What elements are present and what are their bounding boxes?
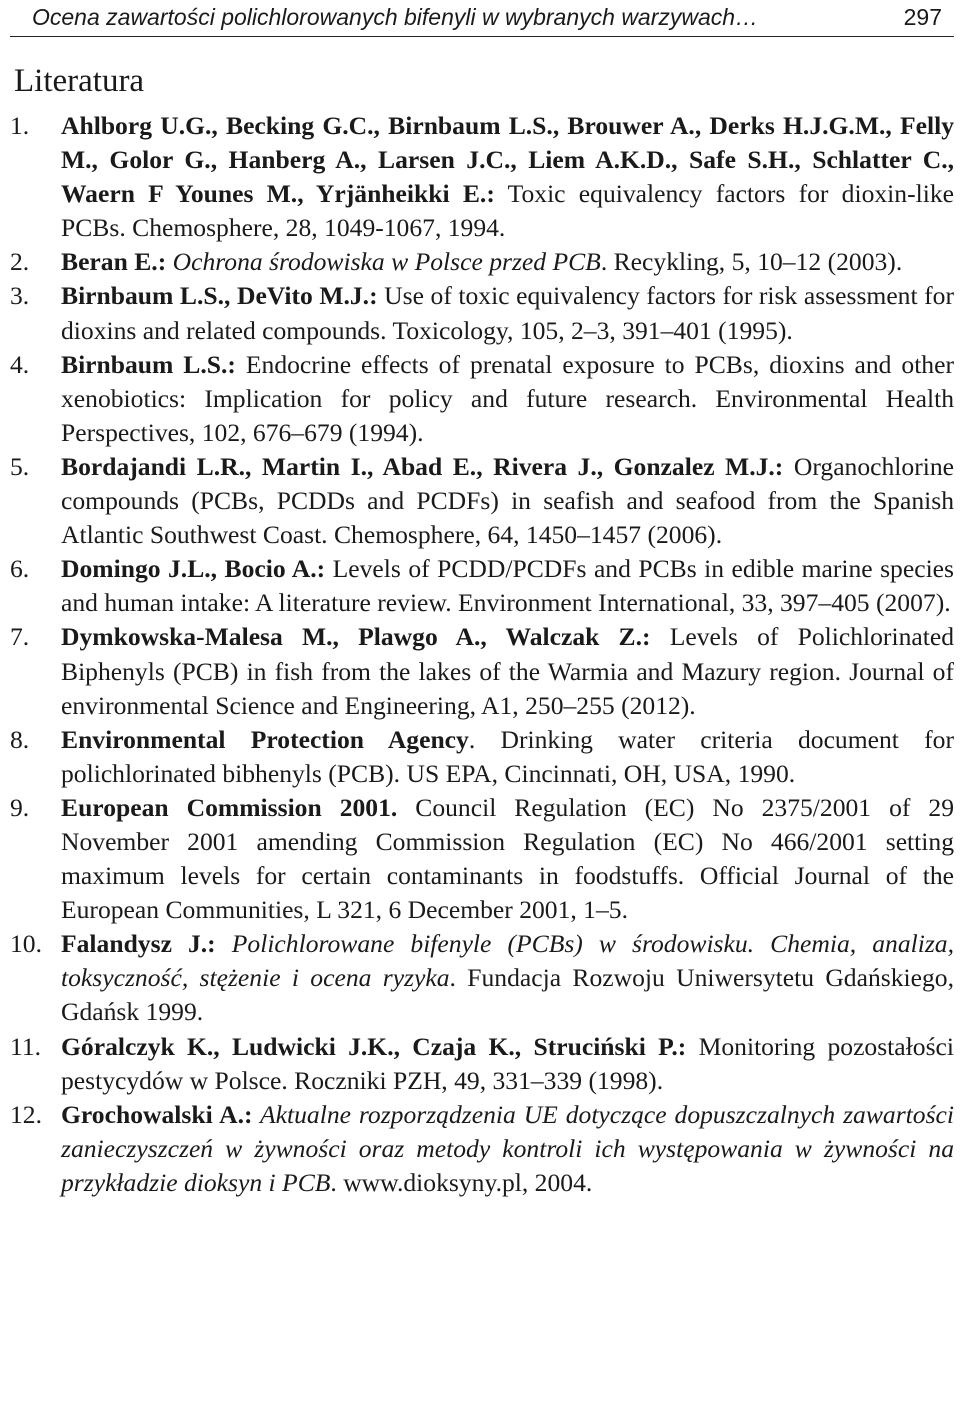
reference-details: Council Regulation (EC) No 2375/2001 of 29 November 2001 amending Commission Regulation (EC) No 466/2001 setting maximum levels for certain contaminants in foodstuffs. Official Journal of the European Communities, L 321, 6 December 2001, 1–5. bbox=[61, 792, 954, 925]
reference-item bbox=[10, 1098, 954, 1200]
reference-title: Aktualne rozporządzenia UE dotyczące dopuszczalnych zawartości zanieczyszczeń w żywności oraz metody kontroli ich występowania w żywności na przykładzie dioksyn i PCB bbox=[61, 1099, 955, 1197]
reference-number: 1. bbox=[10, 111, 30, 140]
reference-number: 11. bbox=[10, 1031, 42, 1061]
reference-item bbox=[10, 723, 954, 791]
reference-authors: Domingo J.L., Bocio A.: bbox=[61, 554, 326, 584]
reference-authors: Góralczyk K., Ludwicki J.K., Czaja K., Struciński P.: bbox=[61, 1031, 687, 1061]
reference-number: 3. bbox=[10, 281, 30, 311]
reference-details: . Recykling, 5, 10–12 (2003). bbox=[600, 247, 903, 277]
reference-authors: Birnbaum L.S.: bbox=[61, 349, 236, 379]
reference-authors: Bordajandi L.R., Martin I., Abad E., Rivera J., Gonzalez M.J.: bbox=[61, 451, 784, 481]
reference-title: Polichlorowane bifenyle (PCBs) w środowisku. Chemia, analiza, toksyczność, stężenie i ocena ryzyka bbox=[61, 929, 954, 993]
running-title: Ocena zawartości polichlorowanych bifenyli w wybranych warzywach… bbox=[32, 4, 759, 30]
reference-item bbox=[10, 620, 954, 722]
reference-details: . www.dioksyny.pl, 2004. bbox=[330, 1167, 593, 1197]
reference-item bbox=[10, 927, 954, 1029]
reference-title: Ochrona środowiska w Polsce przed PCB bbox=[166, 247, 601, 277]
reference-item bbox=[10, 450, 954, 552]
reference-details: Endocrine effects of prenatal exposure to PCBs, dioxins and other xenobiotics: Implication for policy and future research. Environmental Health Perspectives, 102, 676–679 (1994). bbox=[61, 349, 954, 447]
reference-number: 6. bbox=[10, 554, 30, 584]
reference-number: 12. bbox=[10, 1099, 42, 1129]
reference-details: Levels of PCDD/PCDFs and PCBs in edible marine species and human intake: A literature review. Environment International, 33, 397–405 (2007). bbox=[61, 554, 954, 618]
reference-item bbox=[10, 245, 954, 279]
reference-details: Monitoring pozostałości pestycydów w Polsce. Roczniki PZH, 49, 331–339 (1998). bbox=[61, 1031, 954, 1095]
reference-number: 9. bbox=[10, 792, 30, 822]
reference-item bbox=[10, 279, 954, 347]
reference-number: 7. bbox=[10, 622, 30, 652]
reference-item bbox=[10, 109, 954, 245]
reference-authors: Beran E.: bbox=[61, 247, 167, 277]
reference-authors: European Commission 2001. bbox=[61, 792, 398, 822]
reference-details: Levels of Polichlorinated Biphenyls (PCB) in fish from the lakes of the Warmia and Mazury region. Journal of environmental Science and Engineering, A1, 250–255 (2012). bbox=[61, 622, 954, 720]
reference-details: . Drinking water criteria document for polichlorinated bibhenyls (PCB). US EPA, Cincinnati, OH, USA, 1990. bbox=[61, 724, 955, 788]
reference-number: 2. bbox=[10, 247, 30, 277]
reference-authors: Dymkowska-Malesa M., Plawgo A., Walczak Z.: bbox=[61, 622, 651, 652]
reference-item bbox=[10, 552, 954, 620]
reference-authors: Falandysz J.: bbox=[61, 929, 216, 959]
reference-number: 4. bbox=[10, 349, 30, 379]
section-title: Literatura bbox=[14, 63, 145, 99]
reference-authors: Ahlborg U.G., Becking G.C., Birnbaum L.S., Brouwer A., Derks H.J.G.M., Felly M., Golor G., Hanberg A., Larsen J.C., Liem A.K.D., Safe S.H., Schlatter C., Waern F Younes M., Yrjänheikki E.: bbox=[61, 111, 954, 209]
page-number: 297 bbox=[903, 4, 942, 30]
reference-details: Organochlorine compounds (PCBs, PCDDs and PCDFs) in seafish and seafood from the Spanish Atlantic Southwest Coast. Chemosphere, 64, 1450–1457 (2006). bbox=[61, 451, 955, 550]
reference-list bbox=[10, 109, 954, 1200]
reference-authors: Grochowalski A.: bbox=[61, 1099, 253, 1129]
reference-details: Toxic equivalency factors for dioxin-like PCBs. Chemosphere, 28, 1049-1067, 1994. bbox=[61, 179, 954, 243]
reference-number: 5. bbox=[10, 451, 30, 481]
reference-details: . Fundacja Rozwoju Uniwersytetu Gdańskiego, Gdańsk 1999. bbox=[61, 963, 954, 1027]
reference-item bbox=[10, 348, 954, 450]
running-header bbox=[10, 0, 954, 37]
reference-authors: Environmental Protection Agency bbox=[61, 724, 469, 754]
reference-authors: Birnbaum L.S., DeVito M.J.: bbox=[61, 281, 378, 311]
reference-item bbox=[10, 1030, 954, 1098]
reference-item bbox=[10, 791, 954, 927]
reference-number: 8. bbox=[10, 724, 30, 754]
reference-details: Use of toxic equivalency factors for risk assessment for dioxins and related compounds. Toxicology, 105, 2–3, 391–401 (1995). bbox=[61, 281, 954, 345]
reference-number: 10. bbox=[10, 929, 42, 959]
